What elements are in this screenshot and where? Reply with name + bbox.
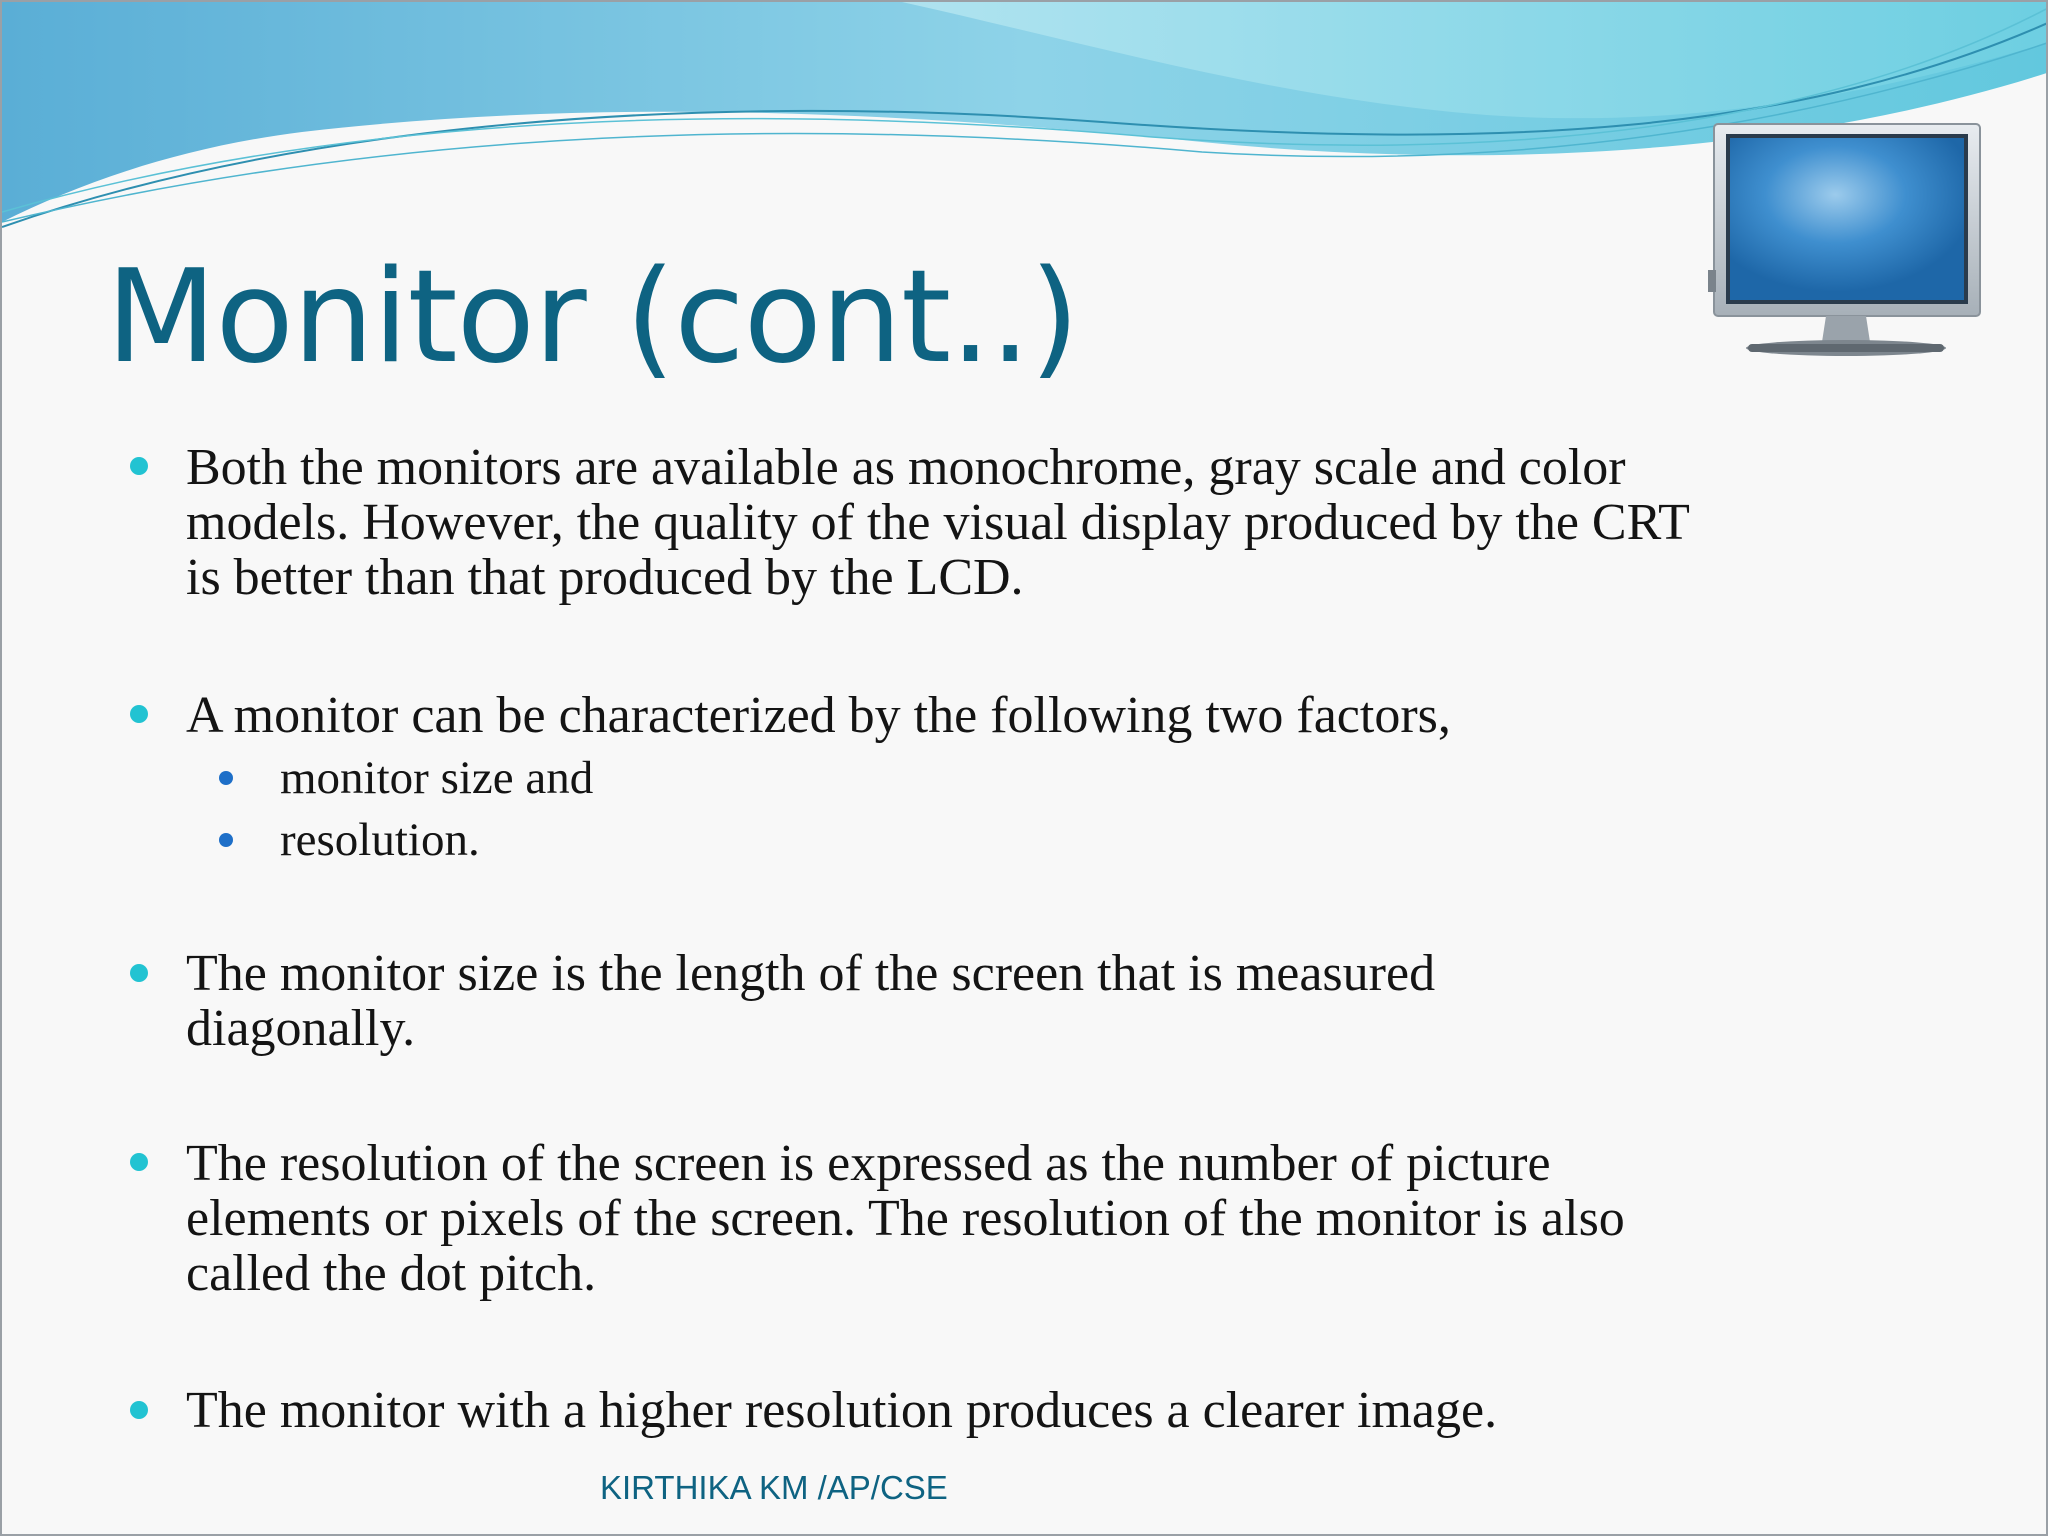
bullet-icon [130,457,148,475]
sub-bullet-item: monitor size and [280,752,594,804]
sub-bullet-icon [219,771,233,785]
bullet-icon [130,705,148,723]
sub-bullet-item: resolution. [280,814,480,866]
bullet-line: The monitor with a higher resolution produces a clearer image. [186,1382,1498,1439]
bullet-icon [130,1401,148,1419]
footer-author: KIRTHIKA KM /AP/CSE [600,1469,948,1506]
bullet-line: A monitor can be characterized by the following two factors, [186,687,1451,744]
bullet-line: called the dot pitch. [186,1245,597,1302]
bullet-line: elements or pixels of the screen. The resolution of the monitor is also [186,1190,1625,1247]
sub-bullet-icon [219,833,233,847]
bullet-line: The monitor size is the length of the screen that is measured [186,945,1436,1002]
slide-title: Monitor (cont..) [106,243,1079,392]
bullet-icon [130,1153,148,1171]
bullet-line: is better than that produced by the LCD. [186,549,1024,606]
bullet-line: models. However, the quality of the visual display produced by the CRT [186,494,1690,551]
bullet-line: diagonally. [186,1000,416,1057]
bullet-line: The resolution of the screen is expressed as the number of picture [186,1135,1551,1192]
slide-content [2,2,2048,1536]
bullet-icon [130,964,148,982]
bullet-line: Both the monitors are available as monochrome, gray scale and color [186,439,1626,496]
